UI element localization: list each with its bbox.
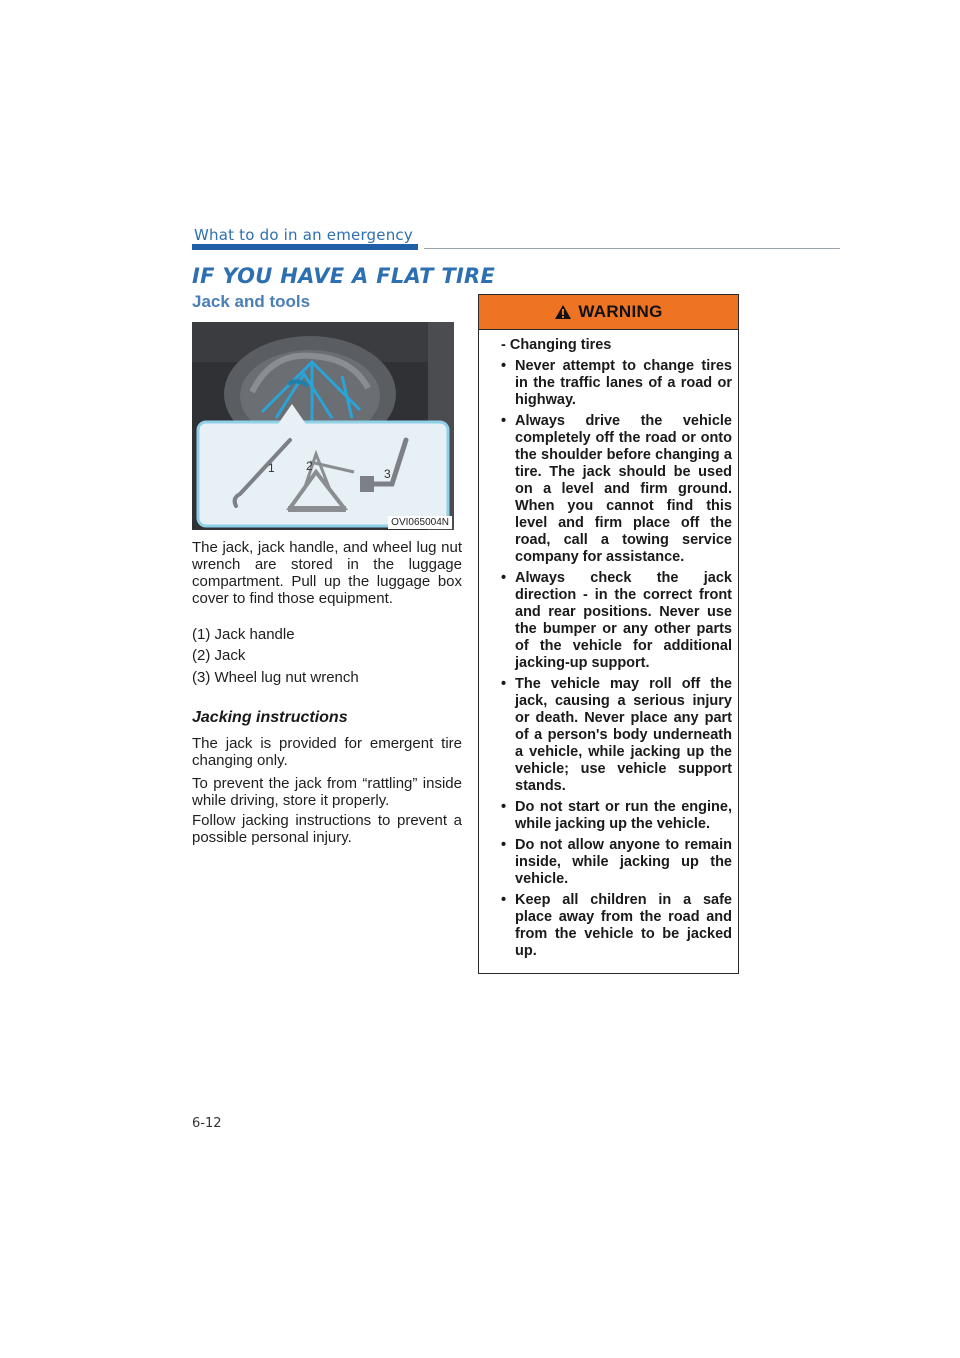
parts-item-jack: (2) Jack <box>192 647 246 664</box>
warning-title: WARNING <box>578 302 663 321</box>
jacking-para-3: Follow jacking instructions to prevent a possible personal injury. <box>192 812 462 846</box>
bullet-icon: • <box>501 676 507 692</box>
bullet-icon: • <box>501 837 507 853</box>
bullet-icon: • <box>501 799 507 815</box>
page-number: 6-12 <box>192 1116 222 1131</box>
bullet-icon: • <box>501 892 507 908</box>
warning-item: • Never attempt to change tires in the traffic lanes of a road or highway. <box>501 358 732 408</box>
trunk-illustration <box>192 322 454 530</box>
intro-paragraph: The jack, jack handle, and wheel lug nut wrench are stored in the luggage compartment. Pull up the luggage box cover to find those equipment. <box>192 539 462 607</box>
warning-body <box>501 337 732 964</box>
jack-tools-figure <box>192 322 454 530</box>
warning-list <box>501 358 732 960</box>
subsection-title: Jack and tools <box>192 292 311 311</box>
callout-2: 2 <box>306 459 313 473</box>
bullet-icon: • <box>501 570 507 586</box>
header-rule <box>424 248 840 249</box>
warning-item: • Always drive the vehicle completely off the road or onto the shoulder before changing a tire. The jack should be used on a level and firm ground. When you cannot find this level and firm place off the road, call a towing service company for assistance. <box>501 413 732 565</box>
warning-item: • Do not allow anyone to remain inside, while jacking up the vehicle. <box>501 837 732 887</box>
figure-code: OVI065004N <box>388 516 452 529</box>
page-title: IF YOU HAVE A FLAT TIRE <box>192 264 496 288</box>
callout-1: 1 <box>268 461 275 475</box>
bullet-icon: • <box>501 358 507 374</box>
jacking-heading: Jacking instructions <box>192 709 348 726</box>
warning-header <box>479 295 738 330</box>
section-header-label: What to do in an emergency <box>194 226 413 244</box>
jacking-para-2: To prevent the jack from “rattling” inside while driving, store it properly. <box>192 775 462 809</box>
warning-item: • Always check the jack direction - in the correct front and rear positions. Never use the bumper or any other parts of the vehicle for additional jacking-up support. <box>501 570 732 671</box>
section-header-tab <box>192 224 418 250</box>
jacking-para-1: The jack is provided for emergent tire changing only. <box>192 735 462 769</box>
warning-item: • Keep all children in a safe place away from the road and from the vehicle to be jacked up. <box>501 892 732 959</box>
warning-item: • Do not start or run the engine, while jacking up the vehicle. <box>501 799 732 832</box>
section-header-bar <box>192 244 418 250</box>
warning-triangle-icon <box>554 304 572 320</box>
callout-3: 3 <box>384 467 391 481</box>
warning-item: • The vehicle may roll off the jack, causing a serious injury or death. Never place any part of a person's body underneath a vehicle, while jacking up the vehicle; use vehicle support stands. <box>501 676 732 794</box>
parts-item-jack-handle: (1) Jack handle <box>192 626 295 643</box>
warning-lead: - Changing tires <box>501 337 612 353</box>
parts-item-lug-wrench: (3) Wheel lug nut wrench <box>192 669 359 686</box>
warning-box <box>478 294 739 974</box>
bullet-icon: • <box>501 413 507 429</box>
